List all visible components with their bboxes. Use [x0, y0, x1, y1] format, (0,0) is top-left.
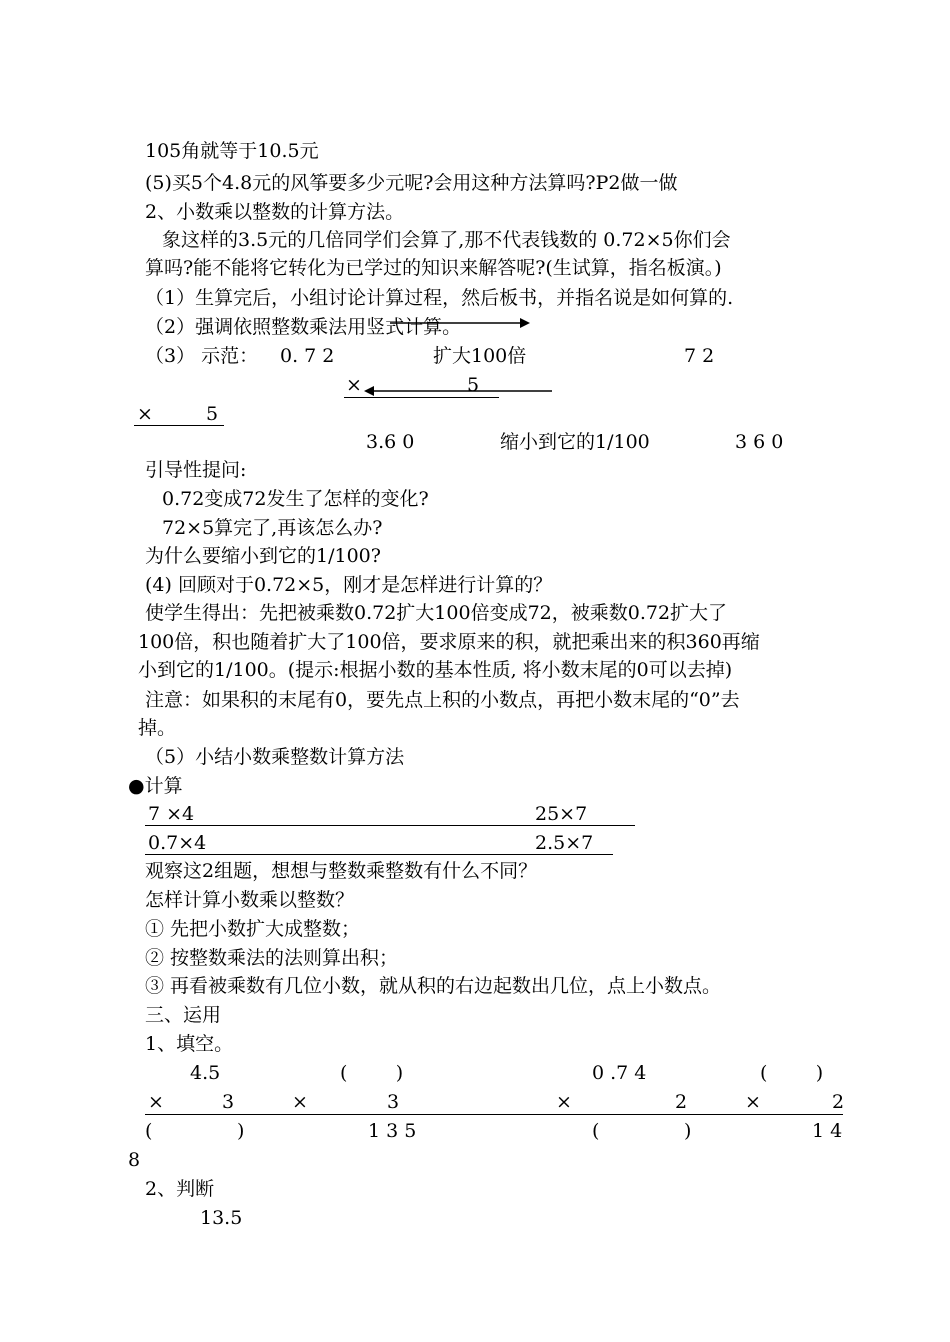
text-line: 算吗?能不能将它转化为已学过的知识来解答呢?(生试算，指名板演。): [145, 257, 722, 279]
fill-blank-number: 0 .7 4: [592, 1062, 647, 1084]
text-line: （5）小结小数乘整数计算方法: [145, 746, 405, 768]
section-heading: 2、判断: [145, 1178, 215, 1200]
fill-blank-underline: [145, 1114, 843, 1115]
vertical-calc-number: 3.6 0: [366, 431, 415, 453]
text-line: 扩大100倍: [433, 345, 527, 367]
fill-blank-slot: ( ): [760, 1062, 824, 1084]
fill-blank-slot: ( ): [592, 1120, 692, 1142]
step-item: ③ 再看被乘数有几位小数，就从积的右边起数出几位，点上小数点。: [145, 975, 722, 997]
text-line: 缩小到它的1/100: [500, 431, 650, 453]
text-line: 使学生得出：先把被乘数0.72扩大100倍变成72，被乘数0.72扩大了: [145, 602, 728, 624]
text-line: 100倍，积也随着扩大了100倍，要求原来的积，就把乘出来的积360再缩: [138, 631, 760, 653]
fill-blank-number: 8: [128, 1149, 141, 1171]
bullet-heading: ●计算: [128, 775, 183, 797]
text-line: 怎样计算小数乘以整数？: [145, 889, 355, 911]
text-line: （1）生算完后，小组讨论计算过程，然后板书，并指名说是如何算的.: [145, 287, 734, 309]
exercise-underline: [145, 854, 613, 855]
text-line: (5)买5个4.8元的风筝要多少元呢?会用这种方法算吗?P2做一做: [145, 172, 678, 194]
fill-blank-number: 2: [832, 1091, 845, 1113]
section-heading: 三、运用: [145, 1004, 222, 1026]
text-line: 72×5算完了,再该怎么办?: [162, 517, 383, 539]
text-line: 引导性提问:: [145, 459, 247, 481]
left-arrow-icon: [364, 383, 552, 399]
text-line: 掉。: [138, 717, 177, 739]
text-line: 105角就等于10.5元: [145, 140, 319, 162]
vertical-calc-number: 5: [206, 403, 219, 425]
text-line: （3） 示范：: [145, 345, 259, 367]
step-item: ② 按整数乘法的法则算出积；: [145, 947, 399, 969]
text-line: (4) 回顾对于0.72×5，刚才是怎样进行计算的？: [145, 574, 553, 596]
exercise-item: 0.7×4: [148, 832, 207, 854]
section-heading: 2、小数乘以整数的计算方法。: [145, 201, 405, 223]
fill-blank-slot: ( ): [340, 1062, 404, 1084]
right-arrow-icon: [390, 316, 530, 332]
fill-blank-number: 2: [675, 1091, 688, 1113]
exercise-item: 2.5×7: [535, 832, 594, 854]
vertical-calc-number: 7 2: [684, 345, 715, 367]
fill-blank-number: 3: [222, 1091, 235, 1113]
text-line: （2）强调依照整数乘法用竖式计算。: [145, 316, 462, 338]
exercise-underline: [145, 825, 635, 826]
exercise-item: 25×7: [535, 803, 588, 825]
multiply-sign: ×: [292, 1091, 308, 1113]
fill-blank-number: 3: [387, 1091, 400, 1113]
text-line: 为什么要缩小到它的1/100?: [145, 545, 381, 567]
vertical-calc-number: 5: [467, 374, 480, 396]
fill-blank-number: 1 3 5: [368, 1120, 417, 1142]
multiply-sign: ×: [148, 1091, 164, 1113]
calc-underline: [134, 425, 224, 426]
step-item: ① 先把小数扩大成整数；: [145, 918, 361, 940]
fill-blank-slot: ( ): [145, 1120, 245, 1142]
text-line: 0.72变成72发生了怎样的变化?: [162, 488, 429, 510]
multiply-sign: ×: [556, 1091, 572, 1113]
text-line: 13.5: [200, 1207, 243, 1229]
multiply-sign: ×: [346, 374, 362, 396]
multiply-sign: ×: [745, 1091, 761, 1113]
text-line: 观察这2组题，想想与整数乘整数有什么不同？: [145, 860, 538, 882]
section-heading: 1、填空。: [145, 1033, 234, 1055]
vertical-calc-number: 0. 7 2: [280, 345, 335, 367]
text-line: 象这样的3.5元的几倍同学们会算了,那不代表钱数的 0.72×5你们会: [162, 229, 731, 251]
fill-blank-number: 1 4: [812, 1120, 843, 1142]
vertical-calc-number: 3 6 0: [735, 431, 784, 453]
multiply-sign: ×: [137, 403, 153, 425]
text-line: 注意：如果积的末尾有0，要先点上积的小数点，再把小数末尾的“0”去: [145, 689, 740, 711]
text-line: 小到它的1/100。(提示:根据小数的基本性质, 将小数末尾的0可以去掉): [138, 659, 733, 681]
exercise-item: 7 ×4: [148, 803, 195, 825]
fill-blank-number: 4.5: [190, 1062, 221, 1084]
